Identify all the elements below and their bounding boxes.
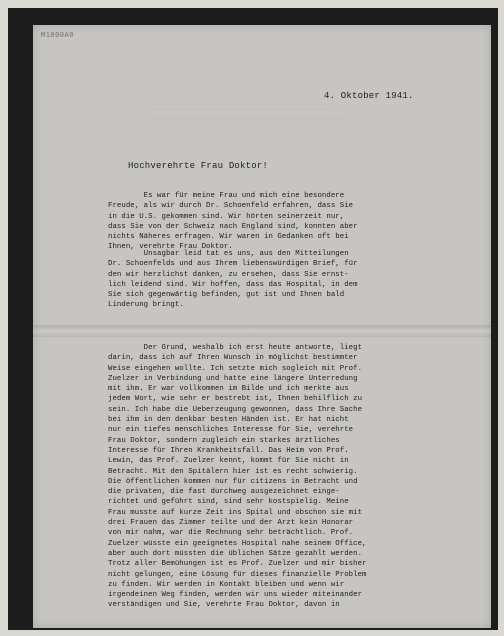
body-paragraph-3 (108, 343, 458, 611)
letter-line: Frau musste auf kurze Zeit ins Spital und obschon sie mit (108, 508, 363, 517)
body-paragraph-1 (108, 191, 458, 253)
letter-line: verständigen und Sie, verehrte Frau Doktor, davon in (108, 601, 340, 610)
letter-line: Freude, als wir durch Dr. Schoenfeld erfahren, dass Sie (108, 202, 354, 211)
show-through-text (148, 109, 358, 149)
letter-line: Interesse für Ihren Krankheitsfall. Das Heim von Prof. (108, 446, 349, 455)
letter-line: zu finden. Wir werden in Kontakt bleiben und wenn wir (108, 580, 345, 589)
letter-line: Dr. Schoenfelds und aus Ihrem liebenswürdigen Brief, für (108, 260, 358, 269)
letter-line: bei ihm in den denkbar besten Händen ist. Er hat nicht (108, 416, 349, 425)
letter-line: Lewin, das Prof. Zuelzer kennt, kommt für Sie nicht in (108, 457, 349, 466)
letter-line: sein. Ich habe die Ueberzeugung gewonnen, dass Ihre Sache (108, 405, 363, 414)
letter-line: aber auch dort müssten die üblichen Sätze gezahlt werden. (108, 549, 363, 558)
letter-line: Die öffentlichen kommen nur für citizens in Betracht und (108, 477, 358, 486)
letter-date: 4. Oktober 1941. (324, 91, 414, 101)
letter-line: lich leidend sind. Wir hoffen, dass das Hospital, in dem (108, 280, 358, 289)
letter-line: Ihnen, verehrte Frau Doktor. (108, 243, 233, 252)
letter-line: mit ihm. Er war vollkommen im Bilde und ich merkte aus (108, 385, 349, 394)
letter-line: Weise eingehen wollte. Ich setzte mich sogleich mit Prof. (108, 364, 363, 373)
letter-line: richtet und geführt sind, sind sehr kostspielig. Meine (108, 498, 349, 507)
letter-line: Der Grund, weshalb ich erst heute antworte, liegt (108, 344, 363, 352)
letter-line: dass Sie von der Schweiz nach England sind, konnten aber (108, 222, 358, 231)
lower-page-area (221, 523, 396, 542)
letter-line: von mir nahm, war die Rechnung sehr beträchtlich. Prof. (108, 529, 354, 538)
letter-line: Es war für meine Frau und mich eine besondere (108, 192, 345, 200)
letter-line: darin, dass ich auf Ihren Wunsch in möglichst bestimmter (108, 354, 358, 363)
letter-line: Betracht. Mit den Spitälern hier ist es recht schwierig. (108, 467, 358, 476)
letter-line: nicht gelungen, eine Lösung für dieses finanzielle Problem (108, 570, 367, 579)
letter-line: Linderung bringt. (108, 301, 184, 310)
letter-line: Sie sich gegenwärtig befinden, gut ist und Ihnen bald (108, 291, 345, 300)
body-paragraph-2 (108, 249, 458, 311)
letter-page (33, 25, 491, 628)
archive-mark: M1000A0 (41, 32, 74, 40)
letter-line: den wir herzlichst danken, zu ersehen, dass Sie ernst- (108, 270, 349, 279)
letter-line: drei Frauen das Zimmer teilte und der Arzt kein Honorar (108, 519, 354, 528)
letter-line: Zuelzer wüsste ein geeignetes Hospital nahe seinem Office, (108, 539, 367, 548)
scan-frame (8, 8, 498, 630)
letter-line: Trotz aller Bemühungen ist es Prof. Zuelzer und mir bisher (108, 560, 367, 569)
letter-line: in die U.S. gekommen sind. Wir hörten seinerzeit nur, (108, 212, 345, 221)
letter-line: Unsagbar leid tat es uns, aus den Mitteilungen (108, 250, 349, 258)
letter-line: nur ein tiefes menschliches Interesse für Sie, verehrte (108, 426, 354, 435)
salutation: Hochverehrte Frau Doktor! (128, 161, 269, 171)
letter-line: irgendeinen Weg finden, werden wir uns wieder miteinander (108, 591, 363, 600)
letter-line: jedem Wort, wie sehr er bestrebt ist, Ihnen behilflich zu (108, 395, 363, 404)
letter-line: nichts Näheres erfragen. Wir waren in Gedanken oft bei (108, 233, 349, 242)
letter-line: die privaten, die fast durchweg ausgezeichnet einge- (108, 488, 340, 497)
letter-line: Frau Doktor, sondern zugleich ein starkes ärztliches (108, 436, 340, 445)
letter-line: Zuelzer in Verbindung und hatte eine längere Unterredung (108, 374, 358, 383)
